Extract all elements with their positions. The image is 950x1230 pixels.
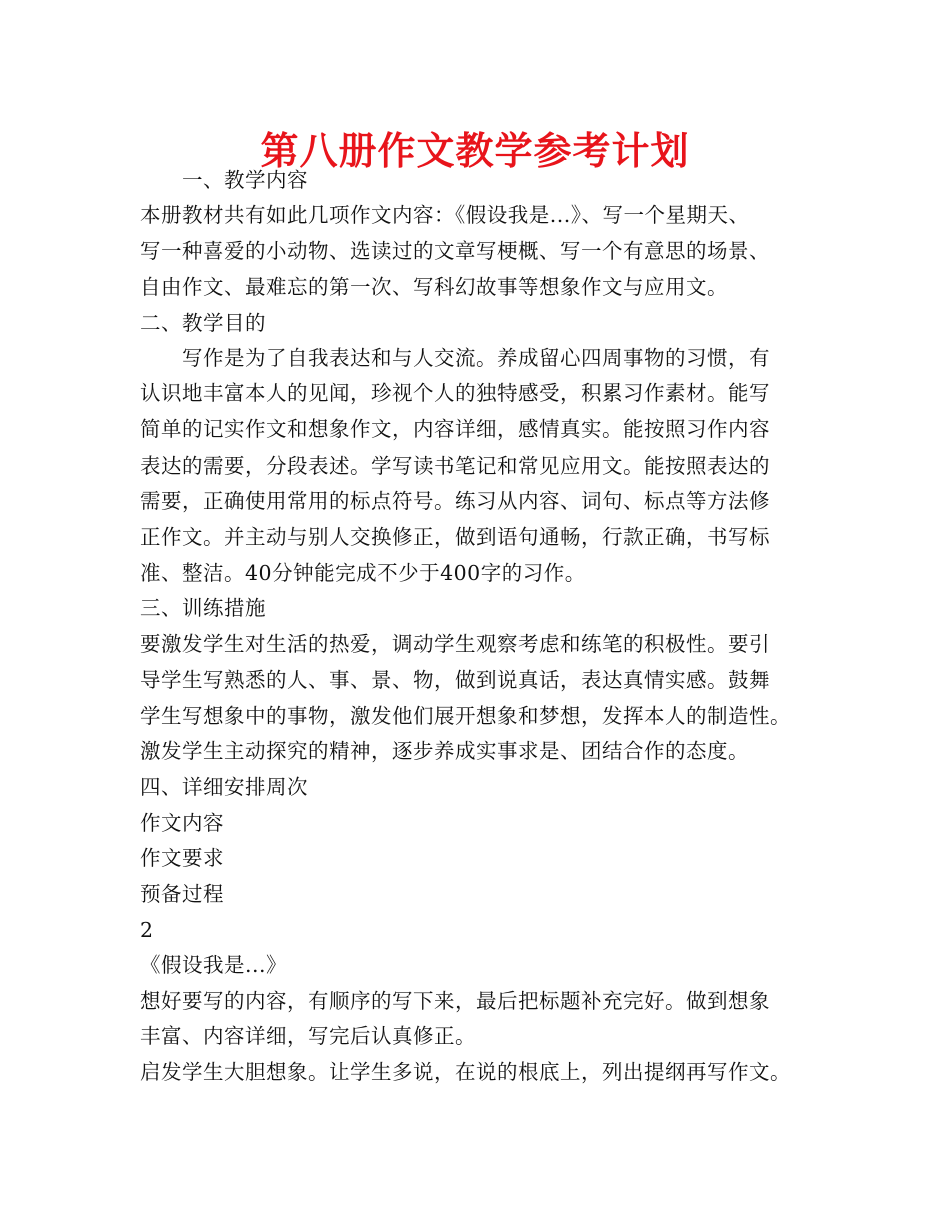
- section-heading-schedule: 四、详细安排周次: [140, 775, 308, 799]
- paragraph-line: 简单的记实作文和想象作文，内容详细，感情真实。能按照习作内容: [140, 417, 770, 441]
- paragraph-line: 激发学生主动探究的精神，逐步养成实事求是、团结合作的态度。: [140, 739, 749, 763]
- section-heading-measures: 三、训练措施: [140, 596, 266, 620]
- schedule-topic: 《假设我是...》: [140, 953, 288, 977]
- schedule-column-requirements: 作文要求: [140, 846, 224, 870]
- section-heading-goals: 二、教学目的: [140, 311, 266, 335]
- paragraph-line: 写作是为了自我表达和与人交流。养成留心四周事物的习惯，有: [140, 346, 770, 370]
- paragraph-line: 要激发学生对生活的热爱，调动学生观察考虑和练笔的积极性。要引: [140, 632, 770, 656]
- paragraph-line: 本册教材共有如此几项作文内容：《假设我是...》、写一个星期天、: [140, 203, 750, 227]
- schedule-column-content: 作文内容: [140, 811, 224, 835]
- paragraph-line: 写一种喜爱的小动物、选读过的文章写梗概、写一个有意思的场景、: [140, 239, 770, 263]
- paragraph-line: 启发学生大胆想象。让学生多说，在说的根底上，列出提纲再写作文。: [140, 1060, 791, 1084]
- paragraph-line: 自由作文、最难忘的第一次、写科幻故事等想象作文与应用文。: [140, 275, 728, 299]
- paragraph-line: 想好要写的内容，有顺序的写下来，最后把标题补充完好。做到想象: [140, 989, 770, 1013]
- paragraph-line: 表达的需要，分段表述。学写读书笔记和常见应用文。能按照表达的: [140, 454, 770, 478]
- paragraph-line: 认识地丰富本人的见闻，珍视个人的独特感受，积累习作素材。能写: [140, 381, 770, 405]
- paragraph-line: 导学生写熟悉的人、事、景、物，做到说真话，表达真情实感。鼓舞: [140, 668, 770, 692]
- paragraph-line: 准、整洁。40分钟能完成不少于400字的习作。: [140, 561, 586, 585]
- paragraph-line: 学生写想象中的事物，激发他们展开想象和梦想，发挥本人的制造性。: [140, 704, 791, 728]
- paragraph-line: 正作文。并主动与别人交换修正，做到语句通畅，行款正确，书写标: [140, 525, 770, 549]
- document-title: 第八册作文教学参考计划: [260, 129, 690, 173]
- schedule-column-preparation: 预备过程: [140, 882, 224, 906]
- paragraph-line: 需要，正确使用常用的标点符号。练习从内容、词句、标点等方法修: [140, 489, 770, 513]
- section-heading-content: 一、教学内容: [140, 168, 308, 192]
- paragraph-line: 丰富、内容详细，写完后认真修正。: [140, 1024, 476, 1048]
- schedule-week-number: 2: [140, 918, 154, 942]
